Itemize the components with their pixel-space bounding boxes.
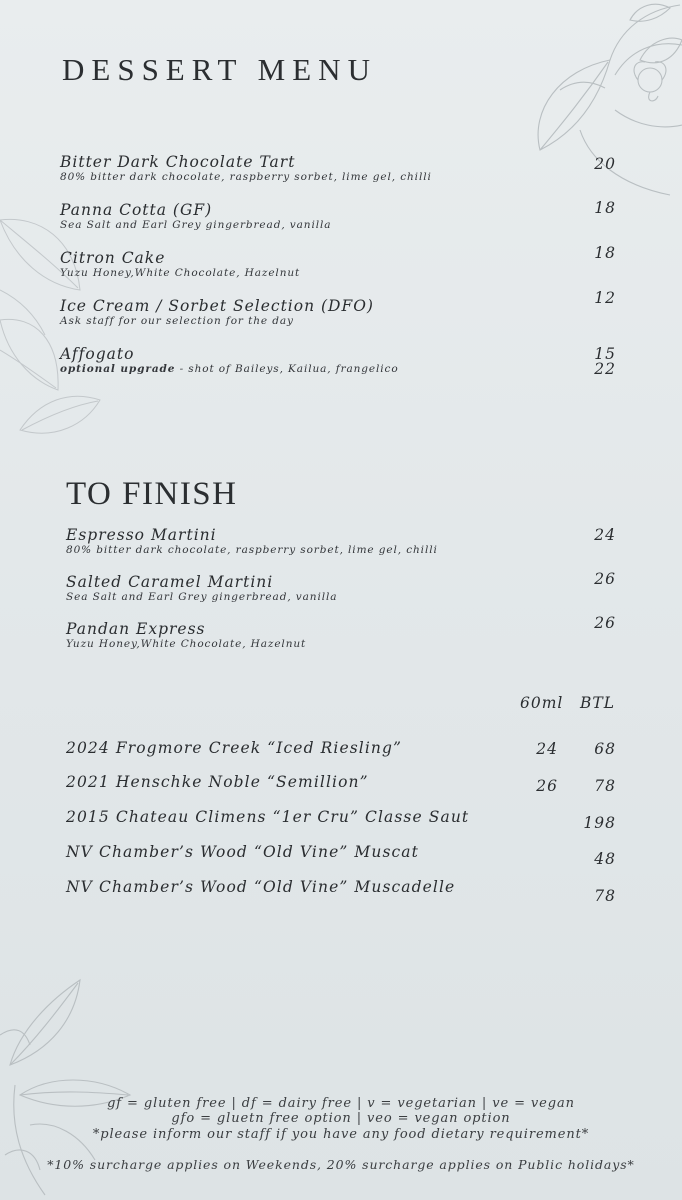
wine-name: 2021 Henschke Noble “Semillion”	[66, 773, 369, 791]
wine-name: NV Chamber’s Wood “Old Vine” Muscat	[66, 843, 419, 861]
wine-price-bottle: 78	[594, 777, 616, 795]
wine-price-glass: 26	[536, 777, 558, 795]
menu-item-name: Panna Cotta (GF)	[60, 201, 213, 219]
menu-item-description: Yuzu Honey,White Chocolate, Hazelnut	[66, 638, 307, 650]
wine-price-bottle: 68	[594, 740, 616, 758]
menu-item-price-upgrade: 22	[594, 360, 616, 378]
surcharge-notice: *10% surcharge applies on Weekends, 20% surcharge applies on Public holidays*	[47, 1157, 635, 1172]
wine-price-glass: 24	[536, 740, 558, 758]
wine-price-bottle: 198	[583, 814, 616, 832]
wine-name: 2015 Chateau Climens “1er Cru” Classe Saut	[66, 808, 470, 826]
menu-item-price: 24	[594, 526, 616, 544]
menu-item-price: 26	[594, 614, 616, 632]
menu-item-name: Ice Cream / Sorbet Selection (DFO)	[60, 297, 374, 315]
dietary-legend: gf = gluten free | df = dairy free | v = vegetarian | ve = vegan	[107, 1096, 575, 1111]
upgrade-label: optional upgrade	[60, 363, 176, 375]
wine-header-bottle: BTL	[580, 694, 616, 712]
wine-name: NV Chamber’s Wood “Old Vine” Muscadelle	[66, 878, 456, 896]
section-title-to-finish: TO FINISH	[66, 476, 238, 512]
menu-item-description: Ask staff for our selection for the day	[60, 315, 294, 327]
menu-title: DESSERT MENU	[62, 52, 377, 87]
menu-item-price: 15	[594, 345, 616, 363]
dietary-legend-options: gfo = gluetn free option | veo = vegan option	[171, 1111, 511, 1126]
dietary-notice: *please inform our staff if you have any food dietary requirement*	[92, 1127, 590, 1142]
menu-item-price: 18	[594, 244, 616, 262]
menu-item-description: Yuzu Honey,White Chocolate, Hazelnut	[60, 267, 301, 279]
menu-item-description	[60, 363, 399, 375]
menu-item-price: 12	[594, 289, 616, 307]
menu-item-name: Affogato	[60, 345, 135, 363]
menu-item-name: Pandan Express	[66, 620, 206, 638]
menu-item-description: 80% bitter dark chocolate, raspberry sorbet, lime gel, chilli	[66, 544, 438, 556]
menu-item-description: 80% bitter dark chocolate, raspberry sorbet, lime gel, chilli	[60, 171, 432, 183]
wine-header-glass: 60ml	[520, 694, 564, 712]
floral-illustration-top-right	[520, 0, 682, 210]
menu-item-name: Espresso Martini	[66, 526, 217, 544]
menu-item-price: 18	[594, 199, 616, 217]
wine-price-bottle: 78	[594, 887, 616, 905]
menu-item-name: Bitter Dark Chocolate Tart	[60, 153, 296, 171]
upgrade-details: - shot of Baileys, Kailua, frangelico	[175, 363, 399, 375]
menu-item-description: Sea Salt and Earl Grey gingerbread, vanilla	[66, 591, 338, 603]
menu-item-name: Salted Caramel Martini	[66, 573, 274, 591]
menu-item-description: Sea Salt and Earl Grey gingerbread, vanilla	[60, 219, 332, 231]
wine-price-bottle: 48	[594, 850, 616, 868]
menu-item-price: 20	[594, 155, 616, 173]
wine-name: 2024 Frogmore Creek “Iced Riesling”	[66, 739, 403, 757]
menu-item-price: 26	[594, 570, 616, 588]
menu-item-name: Citron Cake	[60, 249, 166, 267]
floral-illustration-left	[0, 200, 120, 470]
